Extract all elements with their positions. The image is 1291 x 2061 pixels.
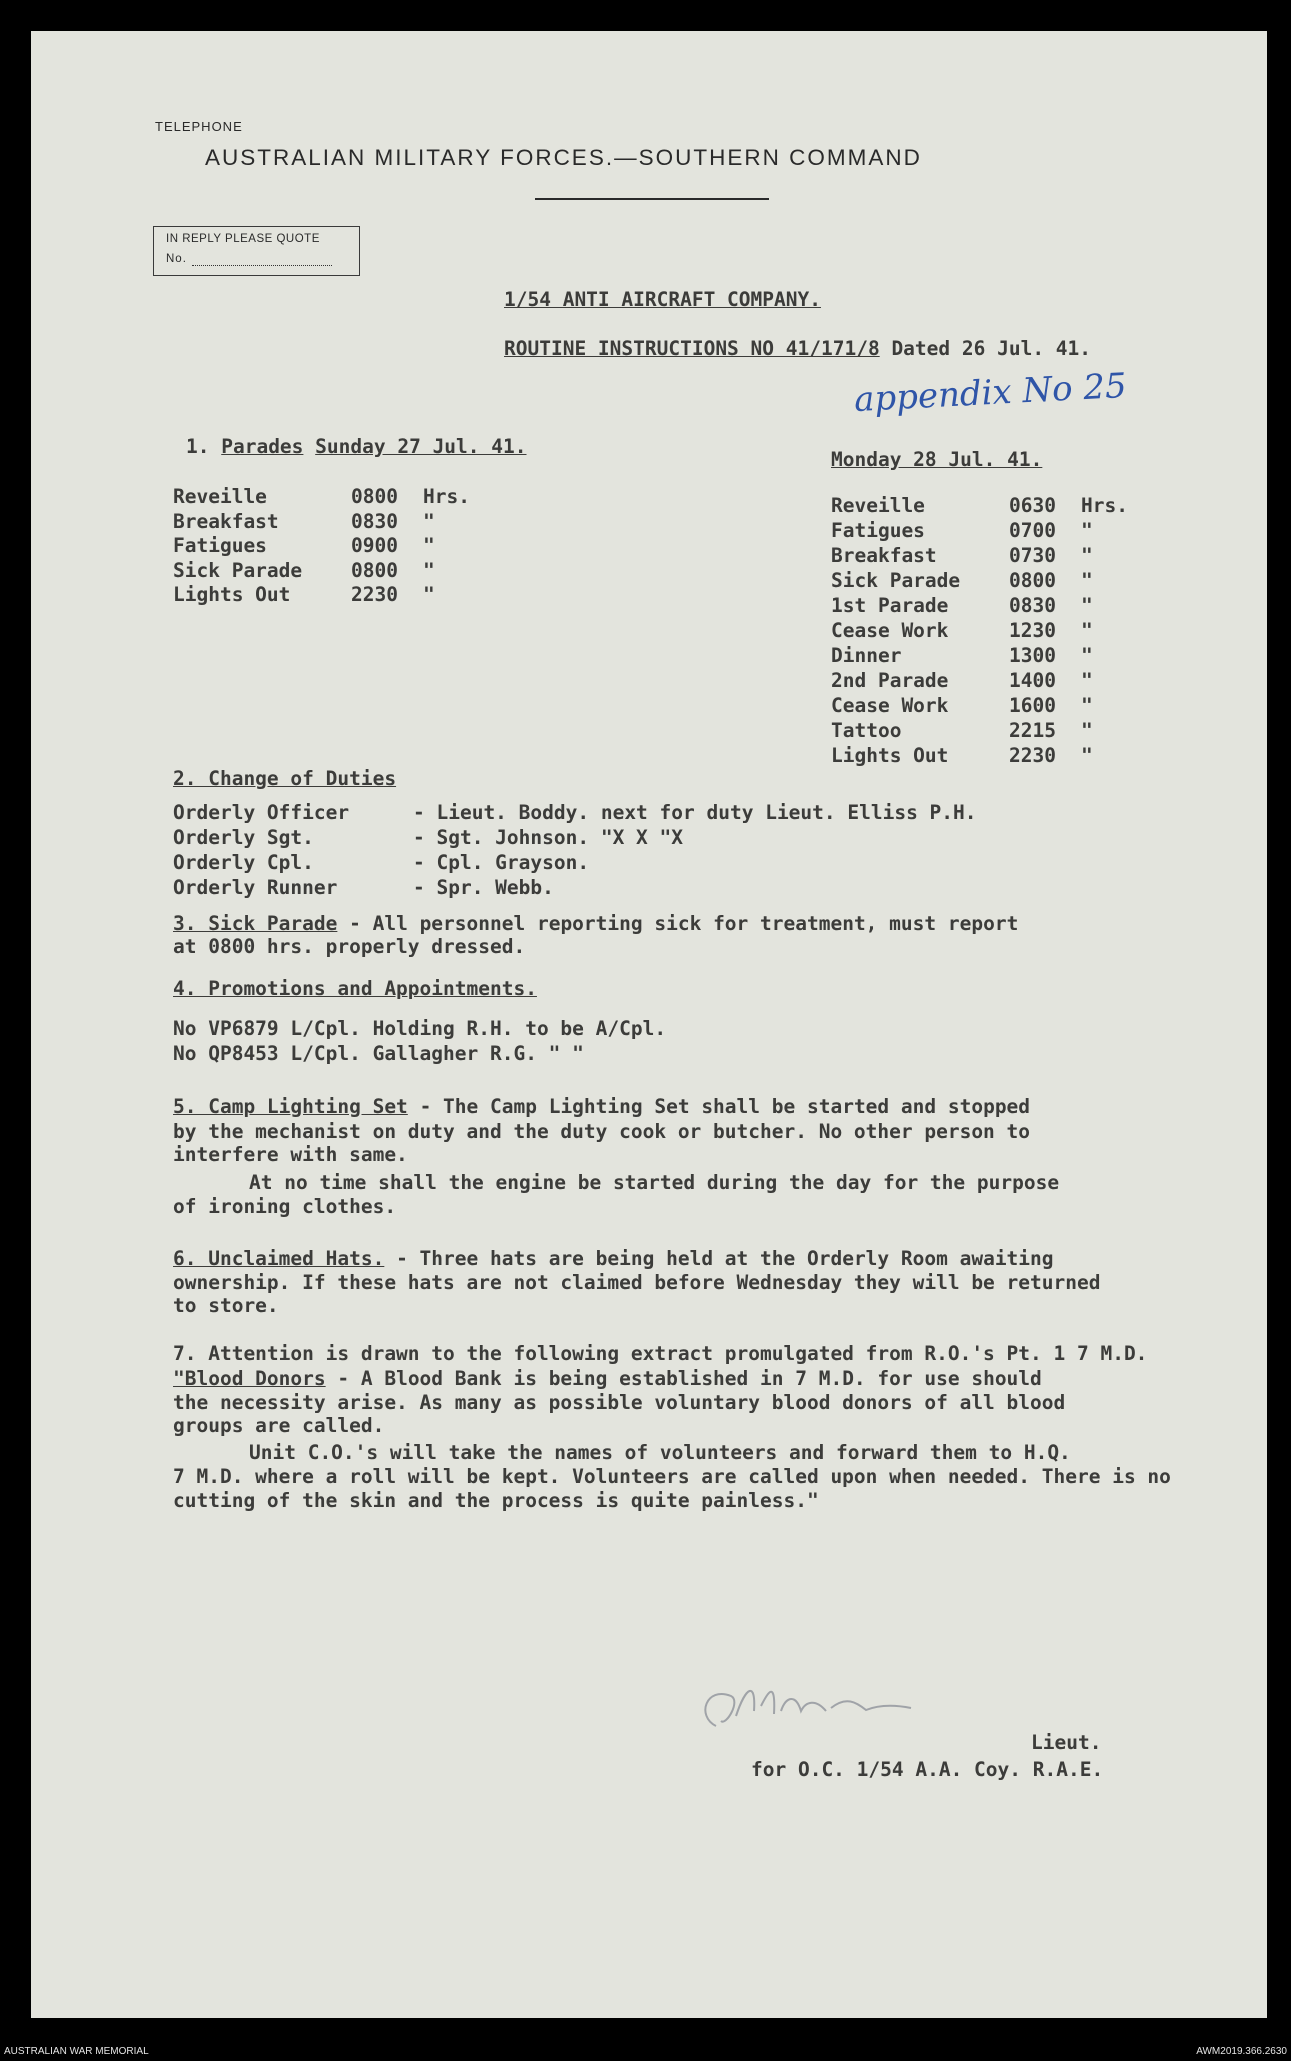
handwritten-annotation: appendix No 25 [853, 365, 1128, 421]
schedule-label: Breakfast [173, 509, 279, 533]
schedule-label: 2nd Parade [831, 669, 949, 692]
monday-title: Monday 28 Jul. 41. [831, 448, 1043, 471]
schedule-label: Sick Parade [173, 558, 303, 582]
blood-line-5: Unit C.O.'s will take the names of volunteers and forward them to H.Q. [249, 1441, 1071, 1464]
schedule-unit: Hrs. [423, 485, 470, 508]
schedule-unit: " [1081, 744, 1093, 767]
schedule-row [831, 519, 1093, 542]
routine-label: ROUTINE INSTRUCTIONS NO 41/171/8 [504, 337, 880, 360]
schedule-label: Reveille [831, 494, 925, 517]
sick-line-2: at 0800 hrs. properly dressed. [173, 935, 526, 958]
unit-title: 1/54 ANTI AIRCRAFT COMPANY. [504, 288, 821, 311]
schedule-row [831, 494, 1128, 517]
schedule-unit: " [1081, 544, 1093, 567]
schedule-time: 2230 [351, 583, 398, 606]
schedule-row [831, 594, 1093, 617]
schedule-label: Fatigues [173, 534, 267, 557]
footer-archive-name: AUSTRALIAN WAR MEMORIAL [4, 2046, 149, 2057]
blood-line-7: cutting of the skin and the process is quite painless." [173, 1489, 819, 1512]
duty-assignment: - Cpl. Grayson. [413, 851, 590, 874]
footer-accession-number: AWM2019.366.2630 [1196, 2046, 1287, 2057]
duty-role: Orderly Runner [173, 876, 338, 899]
letterhead-title: AUSTRALIAN MILITARY FORCES.—SOUTHERN COMMAND [205, 145, 922, 170]
sunday-title: Sunday 27 Jul. 41. [315, 435, 527, 458]
duty-assignment: - Spr. Webb. [413, 876, 554, 899]
sick-heading: 3. Sick Parade [173, 912, 338, 935]
schedule-unit: " [1081, 569, 1093, 592]
document-sheet [31, 31, 1267, 2018]
blood-line-2 [173, 1367, 1042, 1390]
schedule-label: Dinner [831, 644, 902, 667]
schedule-unit: " [1081, 519, 1093, 542]
duty-row [173, 826, 683, 849]
schedule-label: Fatigues [831, 519, 925, 542]
schedule-time: 1600 [1009, 694, 1056, 717]
schedule-row [831, 569, 1093, 592]
promotion-line-1: No VP6879 L/Cpl. Holding R.H. to be A/Cpl. [173, 1017, 667, 1040]
promotion-line-2: No QP8453 L/Cpl. Gallagher R.G. " " [173, 1042, 584, 1065]
schedule-row [831, 719, 1093, 742]
schedule-row [173, 485, 470, 508]
schedule-row [831, 669, 1093, 692]
schedule-time: 0730 [1009, 544, 1056, 567]
hats-text-1: - Three hats are being held at the Orderly Room awaiting [396, 1247, 1054, 1270]
duty-row [173, 801, 977, 824]
lighting-text-1: - The Camp Lighting Set shall be started and stopped [419, 1095, 1031, 1118]
schedule-time: 0800 [351, 485, 398, 508]
schedule-label: Sick Parade [831, 569, 961, 592]
schedule-label: Reveille [173, 485, 267, 508]
schedule-time: 0700 [1009, 519, 1056, 542]
schedule-time: 1230 [1009, 619, 1056, 642]
parades-number: 1. [186, 435, 210, 458]
schedule-time: 0630 [1009, 494, 1056, 517]
signature-for: for O.C. 1/54 A.A. Coy. R.A.E. [751, 1758, 1104, 1781]
schedule-unit: " [423, 558, 435, 582]
schedule-row [831, 619, 1093, 642]
duty-row [173, 851, 589, 874]
letterhead-rule [535, 198, 769, 200]
schedule-row [173, 583, 435, 606]
schedule-unit: " [423, 534, 435, 557]
parades-heading [186, 435, 527, 458]
hats-line-2: ownership. If these hats are not claimed before Wednesday they will be returned [173, 1271, 1101, 1294]
schedule-unit: " [1081, 594, 1093, 617]
duty-assignment: - Sgt. Johnson. "X X "X [413, 826, 684, 849]
hats-heading: 6. Unclaimed Hats. [173, 1247, 385, 1270]
duty-row [173, 876, 554, 899]
reply-quote-line [192, 265, 332, 266]
duty-role: Orderly Cpl. [173, 851, 314, 874]
schedule-unit: " [1081, 719, 1093, 742]
lighting-line-5: of ironing clothes. [173, 1195, 397, 1218]
sick-line-1 [173, 912, 1018, 935]
schedule-unit: " [1081, 694, 1093, 717]
blood-heading: "Blood Donors [173, 1367, 326, 1390]
schedule-time: 0800 [1009, 569, 1056, 592]
signature-rank: Lieut. [1031, 1731, 1102, 1754]
sick-text-1: - All personnel reporting sick for treatment, must report [349, 912, 1019, 935]
schedule-row [173, 559, 435, 582]
schedule-row [173, 510, 435, 533]
parades-label: Parades [221, 435, 304, 458]
schedule-row [831, 694, 1093, 717]
schedule-label: 1st Parade [831, 594, 949, 617]
lighting-line-1 [173, 1095, 1030, 1118]
signature-scrawl [686, 1666, 921, 1746]
schedule-time: 0830 [351, 509, 398, 533]
duty-assignment: - Lieut. Boddy. next for duty Lieut. Elliss P.H. [413, 801, 977, 824]
lighting-heading: 5. Camp Lighting Set [173, 1095, 408, 1118]
schedule-unit: " [423, 583, 435, 606]
blood-line-6: 7 M.D. where a roll will be kept. Volunteers are called upon when needed. There is no [173, 1465, 1171, 1488]
schedule-unit: Hrs. [1081, 494, 1128, 517]
lighting-line-4: At no time shall the engine be started during the day for the purpose [249, 1171, 1060, 1194]
schedule-unit: " [423, 509, 435, 533]
schedule-row [831, 644, 1093, 667]
blood-line-1: 7. Attention is drawn to the following extract promulgated from R.O.'s Pt. 1 7 M.D. [173, 1342, 1148, 1365]
promotions-heading: 4. Promotions and Appointments. [173, 977, 537, 1000]
lighting-line-3: interfere with same. [173, 1143, 408, 1166]
schedule-label: Lights Out [831, 744, 949, 767]
blood-line-3: the necessity arise. As many as possible voluntary blood donors of all blood [173, 1391, 1066, 1414]
duty-role: Orderly Officer [173, 801, 350, 824]
routine-heading [504, 337, 1091, 360]
reply-quote-box [153, 226, 360, 276]
hats-line-3: to store. [173, 1294, 279, 1317]
routine-date: Dated 26 Jul. 41. [891, 337, 1092, 360]
reply-quote-number: No. [166, 253, 187, 265]
schedule-unit: " [1081, 619, 1093, 642]
schedule-time: 0830 [1009, 594, 1056, 617]
schedule-time: 0800 [351, 558, 398, 582]
blood-text-2: - A Blood Bank is being established in 7 M.D. for use should [337, 1367, 1042, 1390]
schedule-row [173, 534, 435, 557]
schedule-time: 1400 [1009, 669, 1056, 692]
schedule-label: Lights Out [173, 583, 291, 606]
duty-role: Orderly Sgt. [173, 826, 314, 849]
telephone-label: TELEPHONE [155, 119, 243, 134]
blood-line-4: groups are called. [173, 1414, 385, 1437]
schedule-label: Cease Work [831, 694, 949, 717]
schedule-time: 2215 [1009, 719, 1056, 742]
schedule-row [831, 744, 1093, 767]
schedule-time: 2230 [1009, 744, 1056, 767]
schedule-time: 1300 [1009, 644, 1056, 667]
schedule-label: Tattoo [831, 719, 902, 742]
schedule-row [831, 544, 1093, 567]
schedule-unit: " [1081, 644, 1093, 667]
schedule-unit: " [1081, 669, 1093, 692]
schedule-label: Cease Work [831, 619, 949, 642]
duties-heading: 2. Change of Duties [173, 767, 397, 790]
hats-line-1 [173, 1247, 1054, 1270]
lighting-line-2: by the mechanist on duty and the duty cook or butcher. No other person to [173, 1120, 1031, 1143]
schedule-label: Breakfast [831, 544, 937, 567]
schedule-time: 0900 [351, 534, 398, 557]
reply-quote-label: IN REPLY PLEASE QUOTE [166, 233, 320, 245]
